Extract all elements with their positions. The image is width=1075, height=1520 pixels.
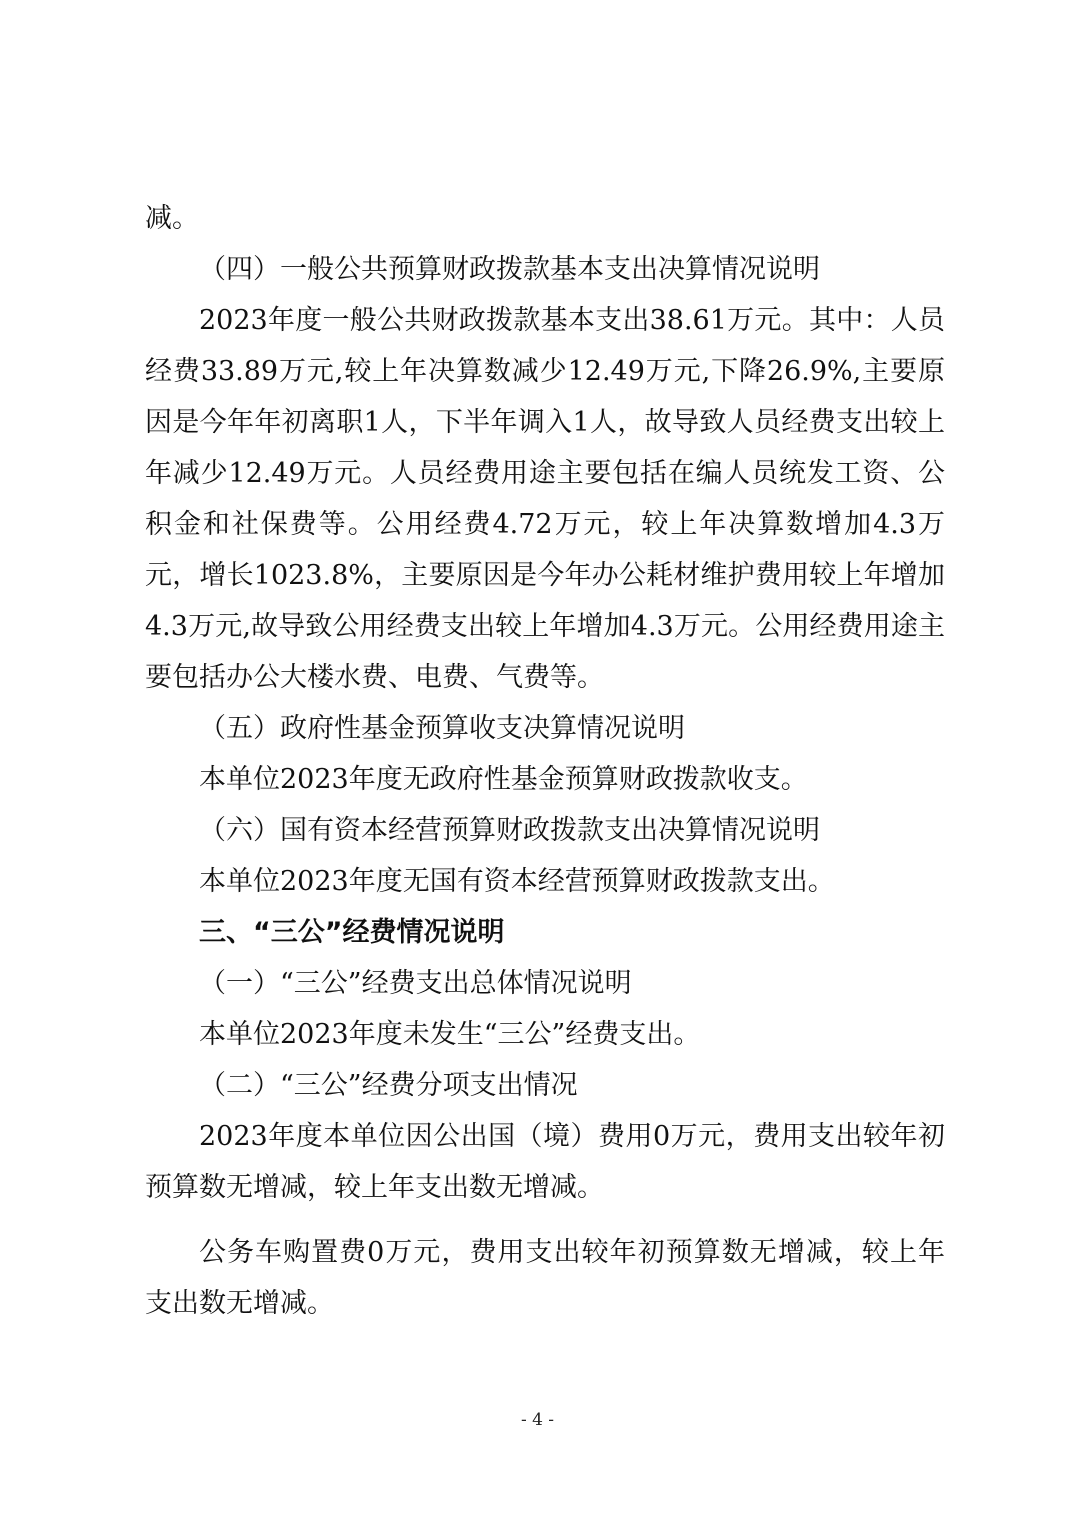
subheading-section-4: （四）一般公共预算财政拨款基本支出决算情况说明 <box>199 254 820 285</box>
paragraph-government-fund: 本单位2023年度无政府性基金预算财政拨款收支。 <box>199 764 808 795</box>
subheading-three-public-itemized: （二）“三公”经费分项支出情况 <box>199 1070 578 1101</box>
document-body <box>145 193 945 1329</box>
page-number: - 4 - <box>520 1410 555 1430</box>
paragraph-continuation: 减。 <box>145 203 199 234</box>
paragraph-three-public-overall: 本单位2023年度未发生“三公”经费支出。 <box>199 1019 701 1050</box>
subheading-section-5: （五）政府性基金预算收支决算情况说明 <box>199 713 685 744</box>
subheading-three-public-overall: （一）“三公”经费支出总体情况说明 <box>199 968 632 999</box>
heading-three-public-expenses: 三、“三公”经费情况说明 <box>199 917 505 948</box>
paragraph-basic-expenditure: 2023年度一般公共财政拨款基本支出38.61万元。其中：人员经费33.89万元,较上年决算数减少12.49万元,下降26.9%,主要原因是今年年初离职1人，下半年调入1人，故导致人员经费支出较上年减少12.49万元。人员经费用途主要包括在编人员统发工资、公积金和社保费等。公用经费4.72万元，较上年决算数增加4.3万元，增长1023.8%，主要原因是今年办公耗材维护费用较上年增加4.3万元,故导致公用经费支出较上年增加4.3万元。公用经费用途主要包括办公大楼水费、电费、气费等。 <box>145 305 945 693</box>
paragraph-vehicle-purchase: 公务车购置费0万元，费用支出较年初预算数无增减，较上年支出数无增减。 <box>145 1237 945 1319</box>
paragraph-overseas-travel: 2023年度本单位因公出国（境）费用0万元，费用支出较年初预算数无增减，较上年支出数无增减。 <box>145 1121 945 1203</box>
paragraph-state-capital: 本单位2023年度无国有资本经营预算财政拨款支出。 <box>199 866 835 897</box>
subheading-section-6: （六）国有资本经营预算财政拨款支出决算情况说明 <box>199 815 820 846</box>
